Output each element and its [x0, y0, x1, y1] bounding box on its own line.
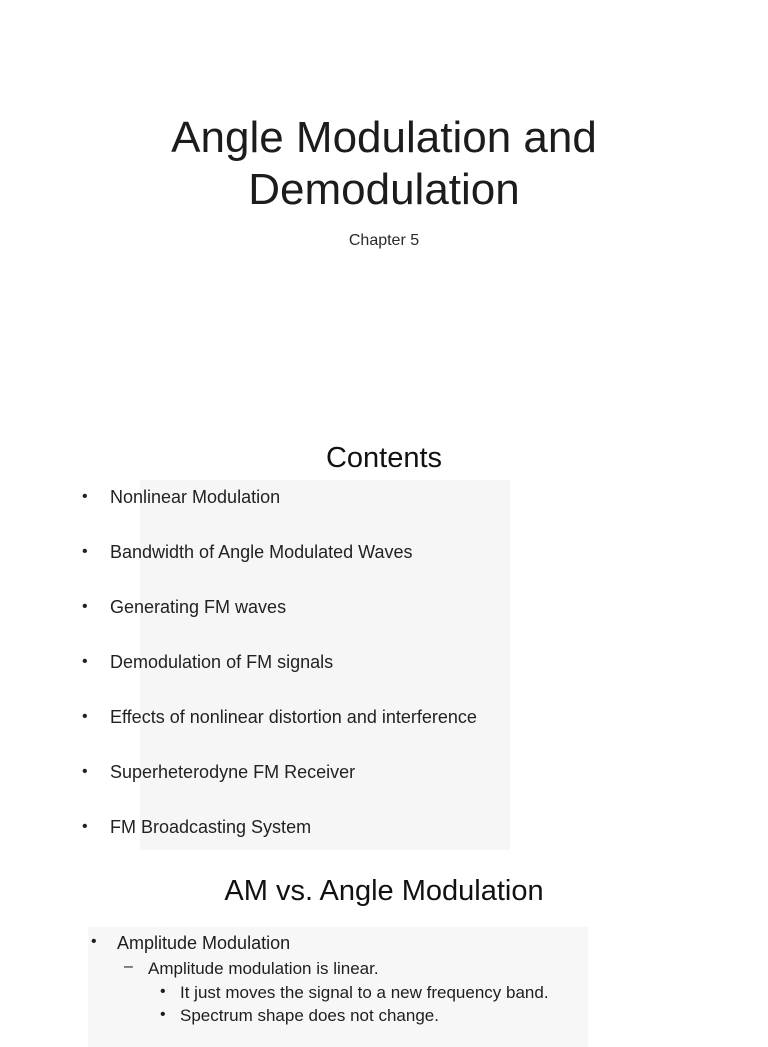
bullet-icon: •: [82, 708, 88, 725]
bullet-icon: •: [82, 598, 88, 615]
list-item-text: Effects of nonlinear distortion and interference: [110, 707, 477, 727]
slide-title-line-1: Angle Modulation and: [171, 113, 597, 162]
bullet-icon: •: [160, 1006, 166, 1023]
bullet-icon: •: [82, 763, 88, 780]
bullet-icon: •: [160, 983, 166, 1000]
contents-item-generating-fm: [0, 592, 477, 647]
list-item-text: FM Broadcasting System: [110, 817, 312, 837]
contents-item-bandwidth: [0, 537, 477, 592]
list-item-text: It just moves the signal to a new frequency band.: [180, 983, 549, 1002]
contents-item-nonlinear-distortion: [0, 702, 477, 757]
contents-item-superheterodyne: [0, 757, 477, 812]
bullet-icon: •: [91, 933, 97, 950]
am-vs-angle-slide: [0, 855, 768, 1024]
dash-icon: –: [124, 958, 133, 975]
am-level3-item: [160, 1006, 439, 1026]
list-item-text: Demodulation of FM signals: [110, 652, 334, 672]
slide-title: [0, 112, 768, 216]
contents-list: [0, 482, 477, 867]
am-heading: AM vs. Angle Modulation: [224, 875, 544, 907]
slide-title-line-2: Demodulation: [248, 165, 520, 214]
list-item-text: Generating FM waves: [110, 597, 287, 617]
list-item-text: Spectrum shape does not change.: [180, 1006, 439, 1025]
am-level3-item: [160, 983, 549, 1003]
bullet-icon: •: [82, 543, 88, 560]
list-item-text: Superheterodyne FM Receiver: [110, 762, 356, 782]
bullet-icon: •: [82, 818, 88, 835]
title-slide: [0, 0, 768, 430]
contents-slide: [0, 430, 768, 855]
am-level2-item: [124, 958, 379, 979]
list-item-text: Nonlinear Modulation: [110, 487, 281, 507]
contents-item-demodulation: [0, 647, 477, 702]
slide-subtitle: Chapter 5: [348, 232, 420, 249]
bullet-icon: •: [82, 488, 88, 505]
list-item-text: Bandwidth of Angle Modulated Waves: [110, 542, 413, 562]
list-item-text: Amplitude modulation is linear.: [148, 959, 379, 978]
bullet-icon: •: [82, 653, 88, 670]
am-level1-item: [91, 933, 291, 954]
contents-heading: Contents: [325, 442, 443, 474]
list-item-text: Amplitude Modulation: [117, 933, 291, 953]
contents-item-nonlinear-modulation: [0, 482, 477, 537]
